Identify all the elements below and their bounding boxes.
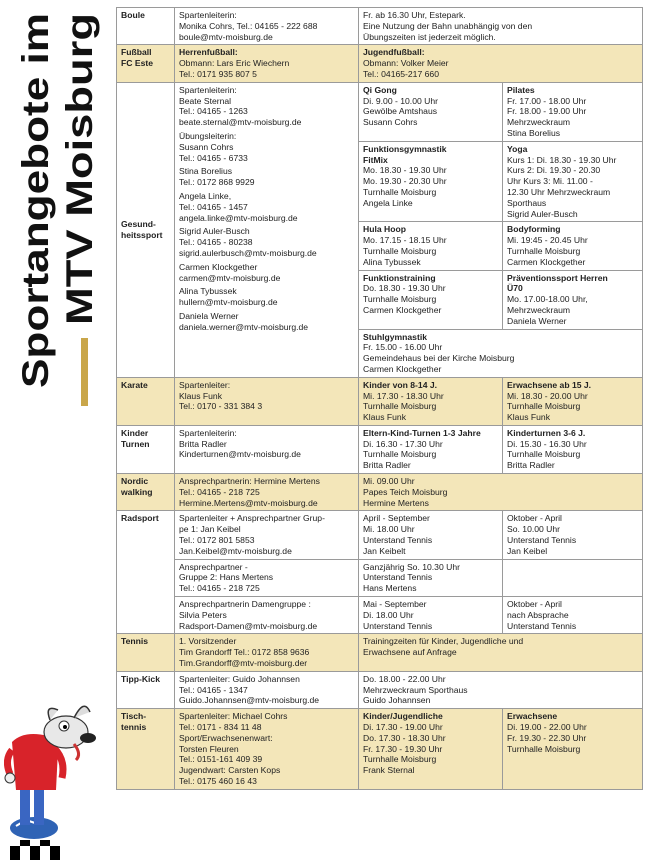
course-line: Sporthaus xyxy=(507,197,547,208)
schedule-line: Jan Keibelt xyxy=(363,545,406,556)
sport-label: Fußball xyxy=(121,47,152,58)
contact-line: Tel.: 04165 - 218 725 xyxy=(179,486,260,497)
sport-name xyxy=(117,671,175,708)
course-line: Carmen Klockgether xyxy=(363,363,442,374)
table-row-boule xyxy=(117,8,643,45)
course-cell xyxy=(503,82,643,141)
course-title: Funktionsgymnastik xyxy=(363,143,447,154)
course-line: Alina Tybussek xyxy=(363,256,421,267)
contact-line: Sport/Erwachsenenwart: xyxy=(179,732,273,743)
schedule-line: Turnhalle Moisburg xyxy=(363,401,437,412)
contact-cell xyxy=(175,45,359,82)
sports-schedule-table xyxy=(116,7,643,790)
sport-name xyxy=(117,377,175,425)
sport-name xyxy=(117,82,175,377)
contact-line: 1. Vorsitzender xyxy=(179,636,237,647)
contact-cell xyxy=(175,634,359,671)
contact-line: Übungsleiterin: xyxy=(179,130,237,141)
schedule-cell xyxy=(503,511,643,559)
schedule-line: Turnhalle Moisburg xyxy=(363,754,437,765)
vertical-title xyxy=(0,0,112,420)
title-line-1: Sportangebote im xyxy=(15,73,56,388)
course-line: Gemeindehaus bei der Kirche Moisburg xyxy=(363,353,515,364)
course-title: FitMix xyxy=(363,154,388,165)
schedule-heading: Kinderturnen 3-6 J. xyxy=(507,427,586,438)
contact-line: Spartenleiterin: xyxy=(179,427,237,438)
course-cell xyxy=(503,270,643,329)
schedule-heading: Kinder von 8-14 J. xyxy=(363,379,438,390)
schedule-cell xyxy=(503,377,643,425)
contact-line: Alina Tybussek xyxy=(179,286,237,297)
schedule-line: Papes Teich Moisburg xyxy=(363,486,448,497)
schedule-line: Fr. ab 16.30 Uhr, Estepark. xyxy=(363,10,466,20)
table-row-tennis xyxy=(117,634,643,671)
schedule-line: Jan Keibel xyxy=(507,545,548,556)
contact-cell xyxy=(175,425,359,473)
schedule-line: Mi. 09.00 Uhr xyxy=(363,476,415,487)
contact-email: Hermine.Mertens@mtv-moisburg.de xyxy=(179,497,318,508)
schedule-line: Übungszeiten ist jederzeit möglich. xyxy=(363,31,496,42)
schedule-cell xyxy=(359,597,503,634)
course-cell xyxy=(503,222,643,270)
schedule-heading: Erwachsene ab 15 J. xyxy=(507,379,592,390)
course-line: Stina Borelius xyxy=(507,127,561,138)
contact-line: Jugendwart: Carsten Kops xyxy=(179,765,281,776)
gold-accent-bar xyxy=(81,338,88,406)
contact-line: Tel.: 04165 - 6733 xyxy=(179,152,248,163)
table-row-gesundheitssport xyxy=(117,82,643,141)
schedule-cell xyxy=(359,559,503,596)
contact-line: Tel.: 0172 868 9929 xyxy=(179,177,255,188)
contact-line: Tel.: 0175 460 16 43 xyxy=(179,776,257,786)
schedule-line: Turnhalle Moisburg xyxy=(363,449,437,460)
schedule-heading: Eltern-Kind-Turnen 1-3 Jahre xyxy=(363,427,481,438)
course-line: Mi. 19:45 - 20.45 Uhr xyxy=(507,235,588,246)
course-line: 12.30 Uhr Mehrzweckraum xyxy=(507,186,611,197)
course-line: Angela Linke xyxy=(363,197,413,208)
contact-email: Radsport-Damen@mtv-moisburg.de xyxy=(179,620,318,631)
course-line: Fr. 15.00 - 16.00 Uhr xyxy=(363,342,443,353)
course-title: Ü70 xyxy=(507,283,523,294)
course-cell xyxy=(359,82,503,141)
contact-cell xyxy=(175,559,359,596)
contact-line: pe 1: Jan Keibel xyxy=(179,524,241,535)
contact-email: carmen@mtv-moisburg.de xyxy=(179,272,281,283)
table-row-fussball xyxy=(117,45,643,82)
schedule-line: April - September xyxy=(363,513,430,524)
course-line: Mo. 17.00-18.00 Uhr, xyxy=(507,294,588,305)
schedule-line: Di. 18.00 Uhr xyxy=(363,609,414,620)
schedule-heading: Kinder/Jugendliche xyxy=(363,711,443,722)
contact-line: Spartenleiterin: xyxy=(179,84,237,95)
course-line: Mehrzweckraum xyxy=(507,304,571,315)
schedule-line: Obmann: Volker Meier xyxy=(363,58,449,69)
course-title: Präventionssport Herren xyxy=(507,272,608,283)
schedule-line: So. 10.00 Uhr xyxy=(507,524,561,535)
contact-line: Spartenleiter + Ansprechpartner Grup- xyxy=(179,513,325,524)
course-cell xyxy=(359,222,503,270)
contact-line: Tel.: 04165 - 1347 xyxy=(179,684,248,695)
schedule-line: Turnhalle Moisburg xyxy=(507,401,581,412)
contact-cell xyxy=(175,377,359,425)
course-line: Carmen Klockgether xyxy=(363,304,442,315)
schedule-line: Mai - September xyxy=(363,599,427,610)
schedule-line: Do. 18.00 - 22.00 Uhr xyxy=(363,673,446,684)
schedule-line: Tel.: 04165-217 660 xyxy=(363,68,439,79)
schedule-line: Eine Nutzung der Bahn unabhängig von den xyxy=(363,20,533,31)
contact-line: Silvia Peters xyxy=(179,609,227,620)
contact-line: Torsten Fleuren xyxy=(179,743,239,754)
contact-email: boule@mtv-moisburg.de xyxy=(179,31,273,42)
schedule-line: Fr. 19.30 - 22.30 Uhr xyxy=(507,732,587,743)
schedule-line: nach Absprache xyxy=(507,609,569,620)
sport-label: Tipp-Kick xyxy=(121,673,160,684)
contact-line: Tel.: 04165 - 80238 xyxy=(179,237,253,248)
schedule-line: Trainingzeiten für Kinder, Jugendliche und xyxy=(363,636,524,647)
contact-line: Susann Cohrs xyxy=(179,141,234,152)
table-row-radsport-3 xyxy=(117,597,643,634)
contact-email: Tim.Grandorff@mtv-moisburg.der xyxy=(179,658,308,669)
course-line: Kurs 1: Di. 18.30 - 19.30 Uhr xyxy=(507,154,617,165)
schedule-line: Mi. 18.00 Uhr xyxy=(363,524,415,535)
sport-label: Tisch- xyxy=(121,711,147,722)
schedule-cell-empty xyxy=(503,559,643,596)
schedule-line: Erwachsene auf Anfrage xyxy=(363,647,457,658)
course-line: Fr. 18.00 - 19.00 Uhr xyxy=(507,106,587,117)
contact-line: Spartenleiter: xyxy=(179,379,231,390)
schedule-cell xyxy=(503,425,643,473)
course-line: Di. 9.00 - 10.00 Uhr xyxy=(363,95,438,106)
contact-line: Ansprechpartnerin Damengruppe : xyxy=(179,599,311,610)
contact-line: Spartenleiterin: xyxy=(179,10,237,20)
course-line: Mo. 18.30 - 19.30 Uhr xyxy=(363,165,447,176)
sport-name xyxy=(117,634,175,671)
table-row-radsport-2 xyxy=(117,559,643,596)
contact-email: Kinderturnen@mtv-moisburg.de xyxy=(179,449,301,460)
schedule-cell xyxy=(503,597,643,634)
contact-line: Tel.: 04165 - 1263 xyxy=(179,106,248,117)
sport-name xyxy=(117,8,175,45)
course-line: Turnhalle Moisburg xyxy=(363,245,437,256)
contact-line: Tel.: 04165 - 218 725 xyxy=(179,583,260,594)
contact-line: Britta Radler xyxy=(179,438,227,449)
table-row-radsport xyxy=(117,511,643,559)
contact-email: daniela.werner@mtv-moisburg.de xyxy=(179,321,309,332)
schedule-line: Di. 16.30 - 17.30 Uhr xyxy=(363,438,443,449)
contact-line: Klaus Funk xyxy=(179,390,222,401)
contact-line: Angela Linke, xyxy=(179,190,232,201)
course-line: Uhr Kurs 3: Mi. 11.00 - xyxy=(507,176,593,187)
course-line: Carmen Klockgether xyxy=(507,256,586,267)
course-cell xyxy=(359,329,643,377)
schedule-line: Unterstand Tennis xyxy=(363,572,433,583)
schedule-line: Oktober - April xyxy=(507,599,562,610)
table-row-tippkick xyxy=(117,671,643,708)
course-line: Kurs 2: Di. 19.30 - 20.30 xyxy=(507,165,601,176)
course-title: Bodyforming xyxy=(507,224,561,235)
table-row-tischtennis xyxy=(117,709,643,790)
contact-line: Tel.: 0172 801 5853 xyxy=(179,535,255,546)
course-cell xyxy=(359,270,503,329)
schedule-heading: Jugendfußball: xyxy=(363,47,425,58)
table-row-karate xyxy=(117,377,643,425)
sport-name xyxy=(117,45,175,82)
contact-line: Carmen Klockgether xyxy=(179,261,258,272)
sport-name xyxy=(117,511,175,634)
contact-line: Daniela Werner xyxy=(179,310,239,321)
schedule-line: Britta Radler xyxy=(363,460,411,471)
contact-cell xyxy=(175,511,359,559)
contact-heading: Herrenfußball: xyxy=(179,47,238,58)
schedule-line: Frank Sternal xyxy=(363,765,415,776)
contact-email: beate.sternal@mtv-moisburg.de xyxy=(179,117,302,128)
schedule-line: Unterstand Tennis xyxy=(507,620,577,631)
schedule-line: Britta Radler xyxy=(507,460,555,471)
contact-line: Tim Grandorff Tel.: 0172 858 9636 xyxy=(179,647,310,658)
schedule-cell xyxy=(359,377,503,425)
schedule-line: Turnhalle Moisburg xyxy=(507,449,581,460)
schedule-cell xyxy=(359,671,643,708)
schedule-line: Ganzjährig So. 10.30 Uhr xyxy=(363,561,460,572)
contact-line: Stina Borelius xyxy=(179,166,233,177)
schedule-line: Guido Johannsen xyxy=(363,695,431,706)
title-line-2: MTV Moisburg xyxy=(59,70,100,325)
course-line: Mo. 17.15 - 18.15 Uhr xyxy=(363,235,447,246)
contact-cell xyxy=(175,709,359,790)
course-cell xyxy=(359,141,503,222)
contact-line: Spartenleiter: Michael Cohrs xyxy=(179,711,288,722)
sport-name xyxy=(117,425,175,473)
schedule-line: Klaus Funk xyxy=(507,412,550,423)
schedule-line: Di. 17.30 - 19.00 Uhr xyxy=(363,722,443,733)
contact-email: Guido.Johannsen@mtv-moisburg.de xyxy=(179,695,320,706)
course-line: Mo. 19.30 - 20.30 Uhr xyxy=(363,176,447,187)
contact-line: Spartenleiter: Guido Johannsen xyxy=(179,673,300,684)
contact-line: Tel.: 0151-161 409 39 xyxy=(179,754,263,765)
contact-line: Obmann: Lars Eric Wiechern xyxy=(179,58,290,69)
schedule-cell xyxy=(359,474,643,511)
contact-line: Tel.: 04165 - 1457 xyxy=(179,201,248,212)
sport-label: FC Este xyxy=(121,58,153,69)
schedule-cell xyxy=(359,45,643,82)
course-cell xyxy=(503,141,643,222)
schedule-line: Mehrzweckraum Sporthaus xyxy=(363,684,468,695)
sport-label: Boule xyxy=(121,10,145,20)
schedule-line: Hans Mertens xyxy=(363,583,417,594)
course-line: Daniela Werner xyxy=(507,315,567,326)
contact-email: Jan.Keibel@mtv-moisburg.de xyxy=(179,545,292,556)
contact-cell xyxy=(175,8,359,45)
contact-email: angela.linke@mtv-moisburg.de xyxy=(179,212,298,223)
contact-email: sigrid.aulerbusch@mtv-moisburg.de xyxy=(179,247,317,258)
sport-label: Turnen xyxy=(121,438,150,449)
schedule-line: Mi. 17.30 - 18.30 Uhr xyxy=(363,390,444,401)
contact-cell xyxy=(175,671,359,708)
course-title: Hula Hoop xyxy=(363,224,406,235)
schedule-line: Turnhalle Moisburg xyxy=(507,743,581,754)
sport-label: Gesund- xyxy=(121,218,156,229)
course-title: Qi Gong xyxy=(363,84,397,95)
course-title: Funktionstraining xyxy=(363,272,436,283)
sport-label: Tennis xyxy=(121,636,149,647)
course-line: Turnhalle Moisburg xyxy=(507,245,581,256)
course-line: Gewölbe Amtshaus xyxy=(363,106,438,117)
schedule-line: Unterstand Tennis xyxy=(363,535,433,546)
course-line: Mehrzweckraum xyxy=(507,117,571,128)
schedule-line: Oktober - April xyxy=(507,513,562,524)
sport-label: Nordic xyxy=(121,476,149,487)
schedule-cell xyxy=(359,511,503,559)
course-title: Stuhlgymnastik xyxy=(363,331,427,342)
contact-line: Gruppe 2: Hans Mertens xyxy=(179,572,274,583)
schedule-cell xyxy=(503,709,643,790)
course-line: Turnhalle Moisburg xyxy=(363,186,437,197)
course-title: Pilates xyxy=(507,84,535,95)
contact-line: Monika Cohrs, Tel.: 04165 - 222 688 xyxy=(179,20,318,31)
schedule-heading: Erwachsene xyxy=(507,711,558,722)
schedule-line: Mi. 18.30 - 20.00 Uhr xyxy=(507,390,588,401)
contact-cell xyxy=(175,82,359,377)
schedule-line: Di. 19.00 - 22.00 Uhr xyxy=(507,722,587,733)
schedule-line: Do. 17.30 - 18.30 Uhr xyxy=(363,732,446,743)
course-title: Yoga xyxy=(507,143,528,154)
sport-name xyxy=(117,474,175,511)
mascot-dog-illustration xyxy=(4,690,104,860)
sidebar xyxy=(0,0,112,863)
schedule-line: Di. 15.30 - 16.30 Uhr xyxy=(507,438,587,449)
sport-label: Kinder xyxy=(121,427,149,438)
sport-label: tennis xyxy=(121,722,147,733)
sport-label: walking xyxy=(121,486,153,497)
contact-line: Ansprechpartner - xyxy=(179,561,248,572)
contact-email: hullern@mtv-moisburg.de xyxy=(179,297,278,308)
contact-line: Tel.: 0171 935 807 5 xyxy=(179,68,257,79)
contact-line: Beate Sternal xyxy=(179,95,232,106)
schedule-line: Hermine Mertens xyxy=(363,497,429,508)
schedule-cell xyxy=(359,8,643,45)
contact-line: Tel.: 0171 - 834 11 48 xyxy=(179,722,262,733)
schedule-line: Unterstand Tennis xyxy=(363,620,433,631)
schedule-line: Klaus Funk xyxy=(363,412,406,423)
course-line: Turnhalle Moisburg xyxy=(363,294,437,305)
schedule-cell xyxy=(359,634,643,671)
schedule-cell xyxy=(359,425,503,473)
contact-cell xyxy=(175,474,359,511)
contact-line: Ansprechpartnerin: Hermine Mertens xyxy=(179,476,320,487)
schedule-cell xyxy=(359,709,503,790)
table-row-kinderturnen xyxy=(117,425,643,473)
schedule-line: Fr. 17.30 - 19.30 Uhr xyxy=(363,743,443,754)
course-line: Sigrid Auler-Busch xyxy=(507,208,578,219)
contact-cell xyxy=(175,597,359,634)
course-line: Do. 18.30 - 19.30 Uhr xyxy=(363,283,446,294)
sport-label: Karate xyxy=(121,379,148,390)
sport-label: heitssport xyxy=(121,229,163,240)
table-row-nordicwalking xyxy=(117,474,643,511)
schedule-line: Unterstand Tennis xyxy=(507,535,577,546)
sport-label: Radsport xyxy=(121,513,159,524)
contact-line: Tel.: 0170 - 331 384 3 xyxy=(179,401,263,412)
sport-name xyxy=(117,709,175,790)
course-line: Susann Cohrs xyxy=(363,117,418,128)
contact-line: Sigrid Auler-Busch xyxy=(179,226,250,237)
course-line: Fr. 17.00 - 18.00 Uhr xyxy=(507,95,587,106)
